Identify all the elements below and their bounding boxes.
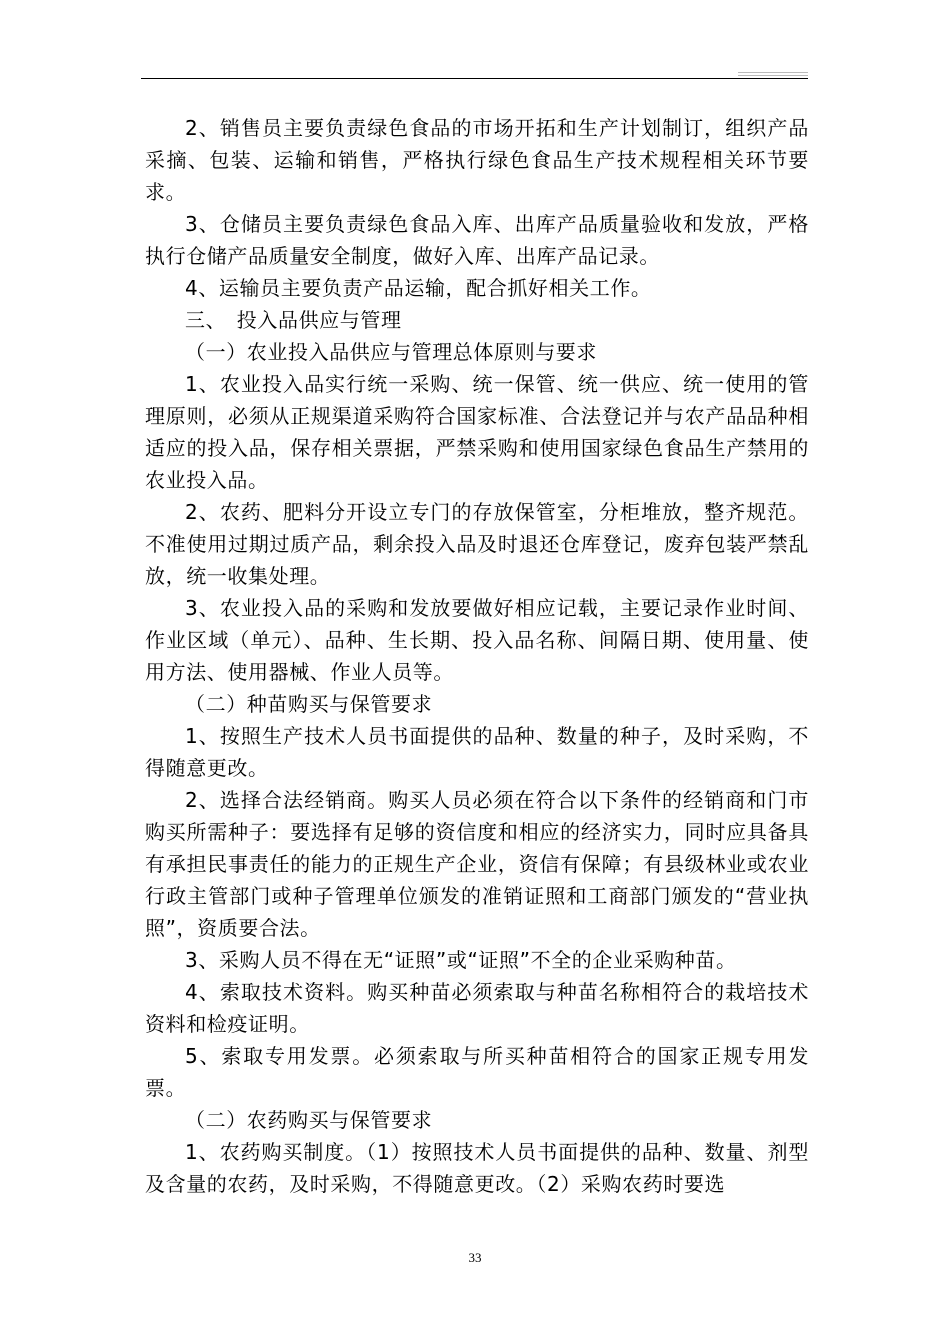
paragraph-transport-staff: 4、运输员主要负责产品运输，配合抓好相关工作。 — [185, 276, 652, 300]
paragraph-invoice: 5、索取专用发票。必须索取与所买种苗相符合的国家正规专用发票。 — [145, 1044, 809, 1100]
header-rule — [141, 78, 808, 79]
paragraph-storage-staff: 3、仓储员主要负责绿色食品入库、出库产品质量验收和发放，严格执行仓储产品质量安全制度，做好入库、出库产品记录。 — [145, 212, 809, 268]
paragraph-pesticide-purchase: 1、农药购买制度。（1）按照技术人员书面提供的品种、数量、剂型及含量的农药，及时采购，不得随意更改。（2）采购农药时要选 — [145, 1140, 809, 1196]
paragraph-sales-staff: 2、销售员主要负责绿色食品的市场开拓和生产计划制订，组织产品采摘、包装、运输和销售，严格执行绿色食品生产技术规程相关环节要求。 — [145, 116, 809, 204]
page-number: 33 — [468, 1250, 482, 1265]
subsection-heading-pesticides: （二）农药购买与保管要求 — [185, 1108, 433, 1132]
paragraph-unified-management: 1、农业投入品实行统一采购、统一保管、统一供应、统一使用的管理原则，必须从正规渠道采购符合国家标准、合法登记并与农产品品种相适应的投入品，保存相关票据，严禁采购和使用国家绿色食品生产禁用的农业投入品。 — [145, 372, 809, 492]
paragraph-tech-materials: 4、索取技术资料。购买种苗必须索取与种苗名称相符合的栽培技术资料和检疫证明。 — [145, 980, 809, 1036]
subsection-heading-seedlings: （二）种苗购买与保管要求 — [185, 692, 433, 716]
subsection-heading-general-principles: （一）农业投入品供应与管理总体原则与要求 — [185, 340, 597, 364]
paragraph-seed-purchase: 1、按照生产技术人员书面提供的品种、数量的种子，及时采购，不得随意更改。 — [145, 724, 809, 780]
document-body — [145, 112, 809, 1200]
header-mark — [738, 72, 808, 76]
paragraph-storage-rooms: 2、农药、肥料分开设立专门的存放保管室，分柜堆放，整齐规范。不准使用过期过质产品，剩余投入品及时退还仓库登记，废弃包装严禁乱放，统一收集处理。 — [145, 500, 809, 588]
paragraph-legal-dealers: 2、选择合法经销商。购买人员必须在符合以下条件的经销商和门市购买所需种子：要选择有足够的资信度和相应的经济实力，同时应具备具有承担民事责任的能力的正规生产企业，资信有保障；有县级林业或农业行政主管部门或种子管理单位颁发的准销证照和工商部门颁发的“营业执照”，资质要合法。 — [145, 788, 809, 940]
section-heading-inputs: 三、 投入品供应与管理 — [185, 308, 402, 332]
paragraph-no-license: 3、采购人员不得在无“证照”或“证照”不全的企业采购种苗。 — [185, 948, 737, 972]
paragraph-records: 3、农业投入品的采购和发放要做好相应记载，主要记录作业时间、作业区域（单元）、品种、生长期、投入品名称、间隔日期、使用量、使用方法、使用器械、作业人员等。 — [145, 596, 809, 684]
